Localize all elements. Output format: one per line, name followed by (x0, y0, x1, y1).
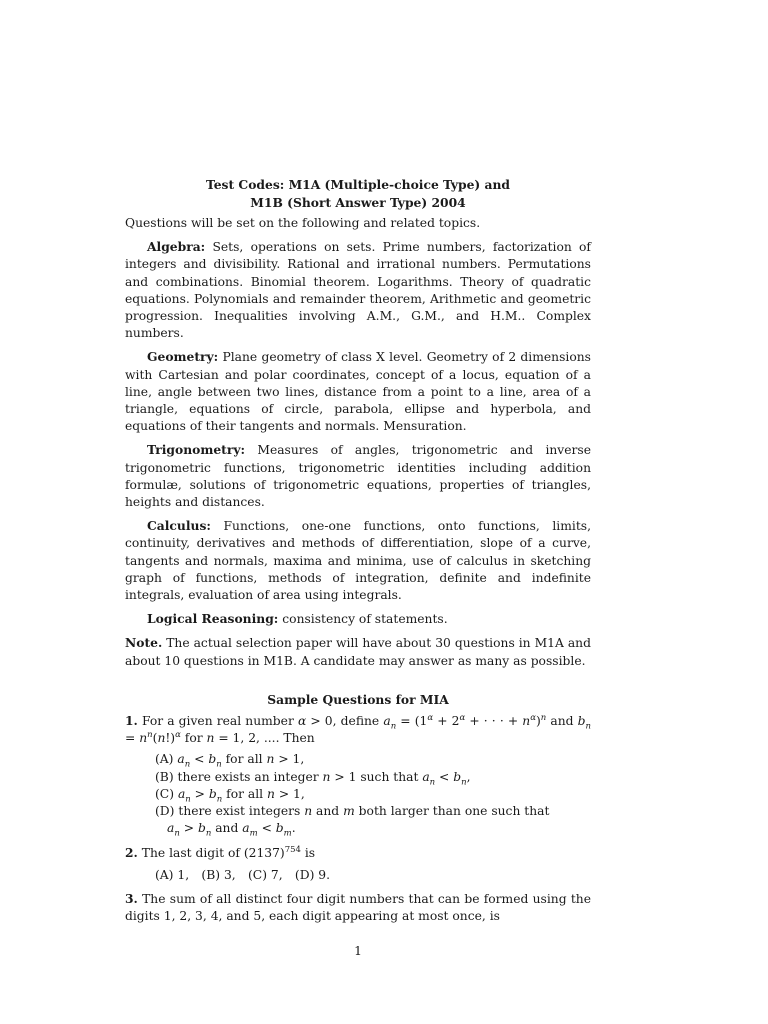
title-line-1: Test Codes: M1A (Multiple-choice Type) and (205, 177, 511, 192)
topic-trigonometry (125, 441, 591, 511)
question-2-options: (A) 1, (B) 3, (C) 7, (D) 9. (155, 867, 331, 882)
topic-label: Calculus: (147, 518, 211, 534)
sample-questions-heading: Sample Questions for MIA (267, 691, 449, 707)
question-2-text: The last digit of (141, 845, 240, 860)
topic-calculus (125, 517, 591, 604)
page-number: 1 (354, 944, 362, 958)
option-a: (A) $a_n < b_n$ for all n > 1, (155, 752, 305, 770)
title-line-2: M1B (Short Answer Type) 2004 (250, 194, 466, 210)
topic-algebra (125, 238, 591, 342)
question-3 (125, 890, 591, 925)
intro-text: Questions will be set on the following and related topics. (125, 216, 481, 230)
question-2-stem: 2. The last digit of $(2137)^{754}$ is (125, 844, 316, 860)
question-3-text: The sum of all distinct four digit numbers that can be formed using the digits 1, 2, 3, 4, and 5, each digit appearing at most once, is (125, 891, 591, 924)
question-2 (125, 844, 591, 884)
question-1-options (155, 751, 591, 837)
note-paragraph (125, 634, 591, 669)
topic-text: Measures of angles, trigonometric and inverse trigonometric functions, trigonometric identities including addition formulæ, solutions of trigonometric equations, properties of triangles, heights and distances. (125, 443, 591, 510)
option-b: (B) there exists an integer n > 1 such that $a_n < b_n$, (155, 769, 471, 788)
topic-label: Trigonometry: (147, 442, 246, 458)
topic-text: Sets, operations on sets. Prime numbers, factorization of integers and divisibility. Rational and irrational numbers. Permutations and combinations. Binomial theorem. Logarithms. Theory of quadratic equations. Polynomials and remainder theorem, Arithmetic and geometric progression. Inequalities involving A.M., G.M., and H.M.. Complex numbers. (125, 240, 591, 341)
topic-text: Functions, one-one functions, onto functions, limits, continuity, derivatives and methods of differentiation, slope of a curve, tangents and normals, maxima and minima, use of calculus in sketching graph of functions, methods of integration, definite and indefinite integrals, evaluation of area using integrals. (125, 519, 591, 603)
topic-logical-reasoning (125, 610, 591, 628)
option-c: (C) $a_n > b_n$ for all n > 1, (155, 786, 305, 805)
option-d: (D) there exist integers n and m both larger than one such that (155, 804, 550, 819)
topic-geometry (125, 348, 591, 435)
note-text: The actual selection paper will have about 30 questions in M1A and about 10 questions in M1B. A candidate may answer as many as possible. (125, 636, 591, 668)
question-number: 3. (125, 890, 138, 906)
topic-label: Algebra: (147, 239, 206, 255)
topic-label: Geometry: (147, 349, 219, 365)
question-number: 1. (125, 713, 138, 729)
topic-text: consistency of statements. (282, 612, 448, 627)
question-1 (125, 712, 591, 837)
page-content (125, 176, 591, 931)
option-d-continued: $a_n > b_n$ and $a_m < b_m$. (167, 821, 296, 839)
topic-label: Logical Reasoning: (147, 611, 279, 627)
question-number: 2. (125, 844, 138, 860)
question-1-stem: 1. For a given real number α > 0, define $a_n = (1^\alpha + 2^\alpha$ + · · · + $n^\alpha)^n$ and $b_n = n^n(n!)^\alpha$ for n = 1, 2, .... Then (125, 712, 591, 746)
note-label: Note. (125, 635, 163, 651)
document-title (125, 176, 591, 211)
topic-text: Plane geometry of class X level. Geometry of 2 dimensions with Cartesian and polar coordinates, concept of a locus, equation of a line, angle between two lines, distance from a point to a line, area of a triangle, equations of circle, parabola, ellipse and hyperbola, and equations of their tangents and normals. Mensuration. (125, 350, 591, 434)
